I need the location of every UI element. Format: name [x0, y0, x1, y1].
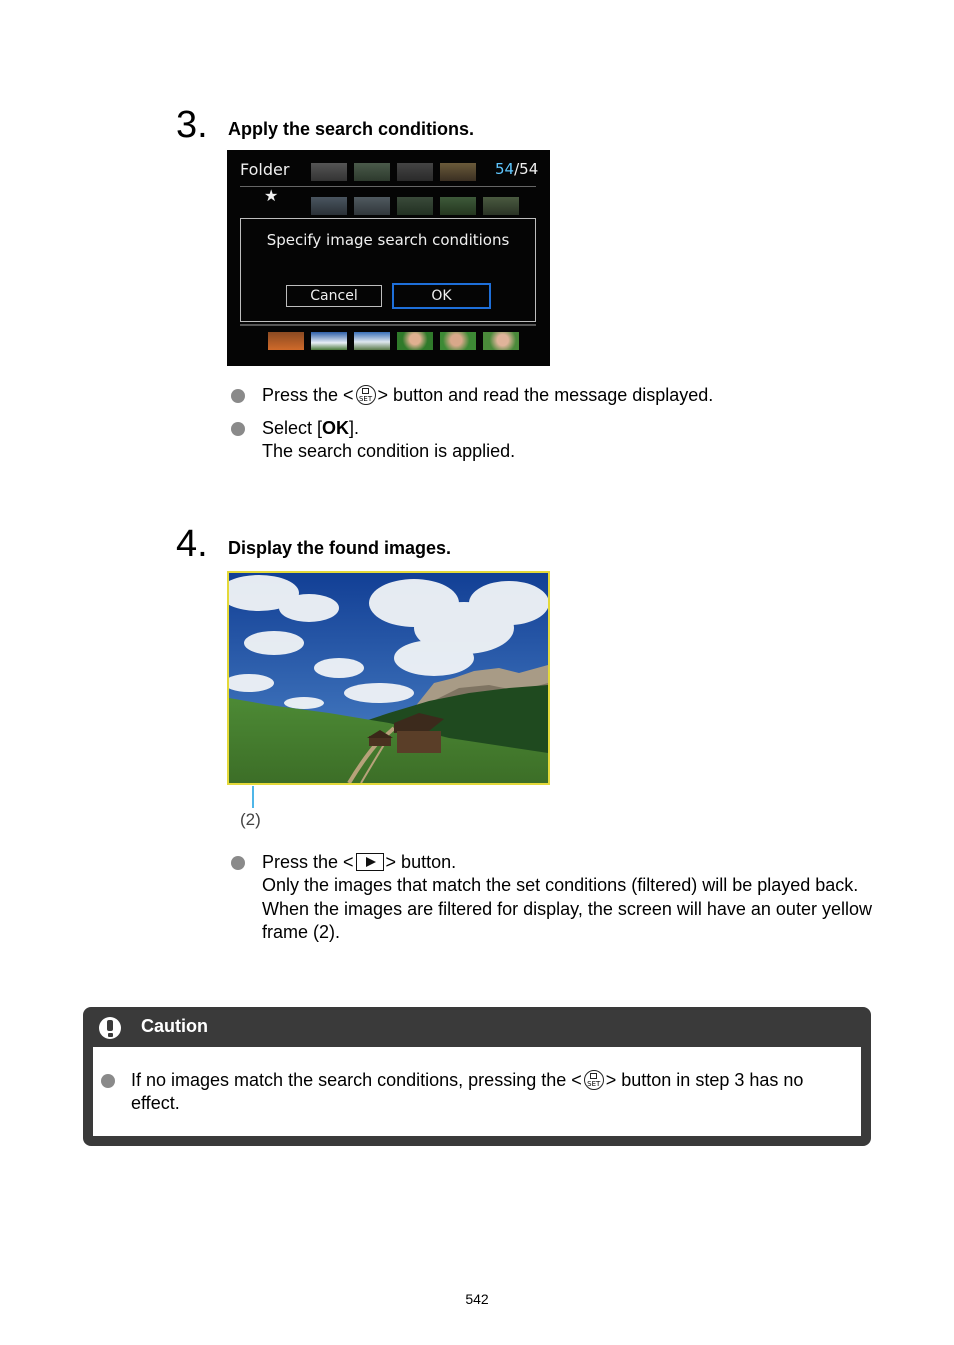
- thumbnail: [483, 197, 519, 215]
- caution-text: [131, 1069, 841, 1116]
- caution-text-part: If no images match the search conditions, pressing the <: [131, 1070, 582, 1090]
- bullet-marker: [231, 422, 245, 436]
- lcd-cancel-button[interactable]: Cancel: [286, 285, 382, 307]
- playback-button-icon: [356, 853, 384, 871]
- step-4-bullet-1: [262, 851, 872, 944]
- bullet-marker: [101, 1074, 115, 1088]
- bullet-marker: [231, 856, 245, 870]
- thumbnail: [354, 163, 390, 181]
- lcd-image-count: [495, 160, 538, 178]
- page-number: 542: [465, 1291, 489, 1307]
- bullet-text: Only the images that match the set conditions (filtered) will be played back.: [262, 875, 859, 896]
- thumbnail: [440, 197, 476, 215]
- step-4-title: Display the found images.: [228, 538, 452, 558]
- bullet-marker: [231, 389, 245, 403]
- bullet-text: Select [: [262, 418, 323, 438]
- filtered-playback-image: [227, 571, 550, 785]
- thumbnail: [311, 332, 347, 350]
- camera-screen-search-dialog: [227, 150, 550, 366]
- bullet-text: ].: [349, 418, 360, 438]
- step-3-bullet-1: [262, 384, 882, 407]
- lcd-ok-button[interactable]: OK: [392, 283, 491, 309]
- step-3-bullet-2: [262, 417, 882, 464]
- bullet-text: Press the <: [262, 852, 354, 872]
- caution-title: Caution: [141, 1016, 208, 1036]
- caution-icon: [99, 1017, 121, 1039]
- thumbnail: [268, 332, 304, 350]
- bullet-text: > button.: [385, 852, 457, 872]
- step-3-title: Apply the search conditions.: [228, 119, 475, 139]
- bullet-text: When the images are filtered for display, the screen will have an outer yellow frame (2).: [262, 898, 872, 942]
- callout-label: (2): [240, 810, 261, 829]
- thumbnail: [440, 332, 476, 350]
- bullet-text: > button and read the message displayed.: [377, 385, 714, 405]
- thumbnail: [311, 163, 347, 181]
- search-dialog: [240, 218, 536, 322]
- star-icon: ★: [264, 186, 279, 205]
- dialog-message: Specify image search conditions: [266, 231, 510, 249]
- thumbnail: [311, 197, 347, 215]
- thumbnail: [354, 197, 390, 215]
- callout-line: [252, 786, 254, 808]
- thumbnail: [483, 332, 519, 350]
- set-button-icon: SET: [356, 385, 376, 405]
- set-button-icon: SET: [584, 1070, 604, 1090]
- thumbnail: [397, 332, 433, 350]
- ok-label: OK: [322, 418, 350, 438]
- thumbnail: [397, 197, 433, 215]
- lcd-count-total: /54: [514, 160, 539, 178]
- thumbnail: [440, 163, 476, 181]
- bullet-text: The search condition is applied.: [262, 441, 516, 462]
- caution-box: [83, 1007, 871, 1146]
- caution-text-part: > button in step 3 has no effect.: [131, 1070, 804, 1114]
- bullet-text: Press the <: [262, 385, 354, 405]
- landscape-photo: [229, 573, 548, 783]
- lcd-count-current: 54: [495, 160, 515, 178]
- thumbnail: [354, 332, 390, 350]
- step-3-number: 3.: [176, 104, 208, 146]
- thumbnail: [397, 163, 433, 181]
- step-4-number: 4.: [176, 523, 208, 565]
- lcd-folder-label: Folder: [240, 160, 290, 179]
